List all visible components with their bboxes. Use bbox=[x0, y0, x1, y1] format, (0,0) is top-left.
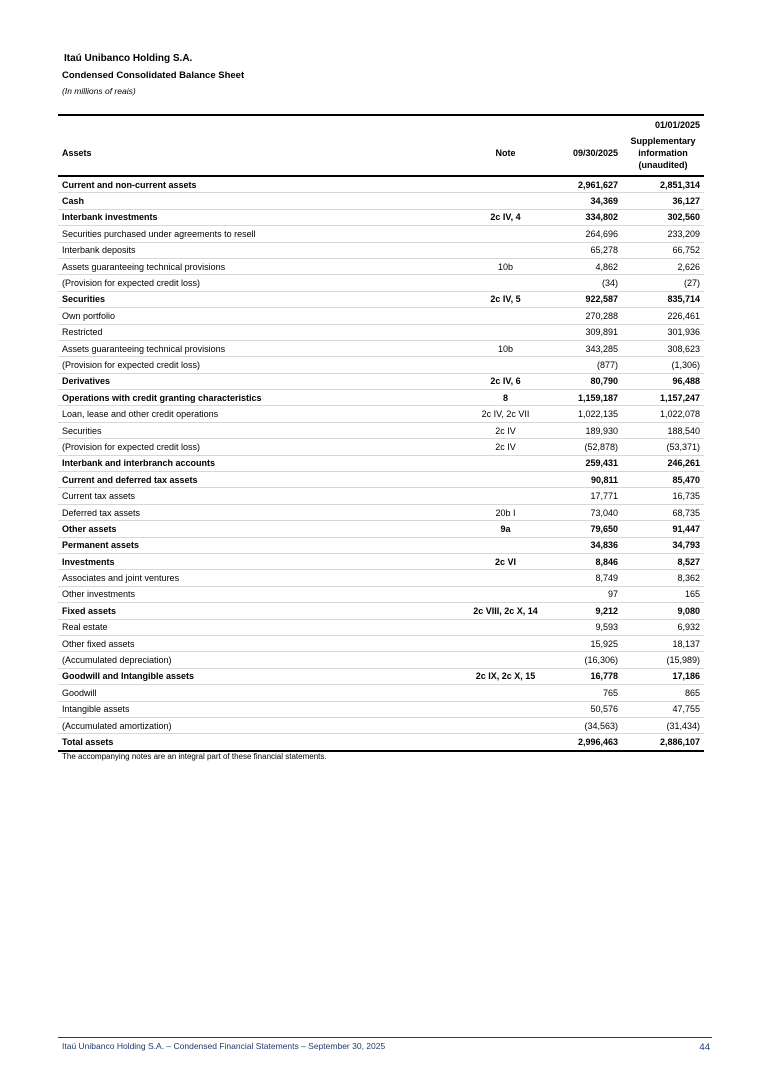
table-row bbox=[58, 258, 704, 274]
row-value-prior: 68,735 bbox=[622, 504, 704, 520]
row-value-prior: 165 bbox=[622, 586, 704, 602]
row-note bbox=[463, 324, 548, 340]
row-note: 2c IV bbox=[463, 439, 548, 455]
row-value-prior: 91,447 bbox=[622, 521, 704, 537]
row-label: Goodwill and Intangible assets bbox=[58, 668, 463, 684]
table-row bbox=[58, 586, 704, 602]
row-label: Fixed assets bbox=[58, 603, 463, 619]
row-value-prior: 2,886,107 bbox=[622, 734, 704, 751]
row-value-prior: 18,137 bbox=[622, 635, 704, 651]
row-label: Interbank and interbranch accounts bbox=[58, 455, 463, 471]
row-note bbox=[463, 619, 548, 635]
row-value-current: 270,288 bbox=[548, 308, 622, 324]
row-value-current: 309,891 bbox=[548, 324, 622, 340]
row-note bbox=[463, 685, 548, 701]
assets-header: Assets bbox=[58, 130, 463, 176]
page-number: 44 bbox=[699, 1042, 710, 1053]
table-row bbox=[58, 685, 704, 701]
footer-divider bbox=[58, 1037, 712, 1038]
row-value-current: 73,040 bbox=[548, 504, 622, 520]
row-value-current: 259,431 bbox=[548, 455, 622, 471]
row-value-current: 765 bbox=[548, 685, 622, 701]
row-note bbox=[463, 275, 548, 291]
row-label: Securities purchased under agreements to resell bbox=[58, 226, 463, 242]
row-value-current: 8,846 bbox=[548, 553, 622, 569]
row-value-prior: 233,209 bbox=[622, 226, 704, 242]
table-row bbox=[58, 635, 704, 651]
row-note bbox=[463, 357, 548, 373]
row-value-current: (16,306) bbox=[548, 652, 622, 668]
row-value-current: 334,802 bbox=[548, 209, 622, 225]
row-note: 20b I bbox=[463, 504, 548, 520]
row-value-prior: 226,461 bbox=[622, 308, 704, 324]
table-row bbox=[58, 488, 704, 504]
table-column-header bbox=[58, 130, 704, 176]
table-row bbox=[58, 521, 704, 537]
row-note bbox=[463, 701, 548, 717]
row-value-current: 922,587 bbox=[548, 291, 622, 307]
company-name: Itaú Unibanco Holding S.A. bbox=[64, 53, 193, 64]
row-value-current: 34,369 bbox=[548, 193, 622, 209]
row-value-prior: 1,157,247 bbox=[622, 390, 704, 406]
table-row bbox=[58, 176, 704, 193]
table-row bbox=[58, 455, 704, 471]
row-note bbox=[463, 472, 548, 488]
row-label: Current and deferred tax assets bbox=[58, 472, 463, 488]
row-note: 2c IX, 2c X, 15 bbox=[463, 668, 548, 684]
row-note bbox=[463, 734, 548, 751]
row-value-current: (52,878) bbox=[548, 439, 622, 455]
row-label: Assets guaranteeing technical provisions bbox=[58, 258, 463, 274]
row-value-current: 264,696 bbox=[548, 226, 622, 242]
row-note: 2c VI bbox=[463, 553, 548, 569]
row-note bbox=[463, 717, 548, 733]
row-value-prior: 865 bbox=[622, 685, 704, 701]
row-value-prior: 34,793 bbox=[622, 537, 704, 553]
row-value-current: 1,022,135 bbox=[548, 406, 622, 422]
row-value-prior: 8,362 bbox=[622, 570, 704, 586]
row-value-current: (34,563) bbox=[548, 717, 622, 733]
row-value-prior: 2,851,314 bbox=[622, 176, 704, 193]
note-header: Note bbox=[463, 130, 548, 176]
row-note: 2c IV, 5 bbox=[463, 291, 548, 307]
row-value-prior: (15,989) bbox=[622, 652, 704, 668]
row-note bbox=[463, 586, 548, 602]
row-label: Operations with credit granting characteristics bbox=[58, 390, 463, 406]
row-value-current: 65,278 bbox=[548, 242, 622, 258]
balance-sheet-table bbox=[58, 114, 704, 752]
row-note: 8 bbox=[463, 390, 548, 406]
table-row bbox=[58, 472, 704, 488]
row-note: 10b bbox=[463, 258, 548, 274]
row-value-prior: 9,080 bbox=[622, 603, 704, 619]
row-label: Investments bbox=[58, 553, 463, 569]
row-value-prior: (31,434) bbox=[622, 717, 704, 733]
row-note: 2c IV, 4 bbox=[463, 209, 548, 225]
row-label: Other investments bbox=[58, 586, 463, 602]
table-row bbox=[58, 603, 704, 619]
row-value-current: 50,576 bbox=[548, 701, 622, 717]
row-value-current: 90,811 bbox=[548, 472, 622, 488]
row-label: Current and non-current assets bbox=[58, 176, 463, 193]
table-row bbox=[58, 553, 704, 569]
row-label: Intangible assets bbox=[58, 701, 463, 717]
row-value-prior: 188,540 bbox=[622, 422, 704, 438]
table-row bbox=[58, 668, 704, 684]
table-row bbox=[58, 357, 704, 373]
table-row bbox=[58, 406, 704, 422]
row-label: Securities bbox=[58, 291, 463, 307]
row-note bbox=[463, 193, 548, 209]
row-value-prior: 6,932 bbox=[622, 619, 704, 635]
units-note: (In millions of reais) bbox=[62, 86, 136, 96]
row-label: Current tax assets bbox=[58, 488, 463, 504]
row-value-current: 79,650 bbox=[548, 521, 622, 537]
row-note bbox=[463, 537, 548, 553]
supplementary-line3: (unaudited) bbox=[638, 159, 688, 170]
balance-sheet-rows bbox=[58, 176, 704, 751]
footnote: The accompanying notes are an integral part of these financial statements. bbox=[62, 752, 327, 761]
row-value-prior: 302,560 bbox=[622, 209, 704, 225]
row-note bbox=[463, 488, 548, 504]
table-row bbox=[58, 537, 704, 553]
row-label: Interbank investments bbox=[58, 209, 463, 225]
row-label: Loan, lease and other credit operations bbox=[58, 406, 463, 422]
row-label: Total assets bbox=[58, 734, 463, 751]
row-label: Goodwill bbox=[58, 685, 463, 701]
row-note: 2c IV, 6 bbox=[463, 373, 548, 389]
row-value-current: 80,790 bbox=[548, 373, 622, 389]
row-value-current: 9,212 bbox=[548, 603, 622, 619]
row-value-current: (877) bbox=[548, 357, 622, 373]
table-row bbox=[58, 340, 704, 356]
row-value-prior: 47,755 bbox=[622, 701, 704, 717]
table-top-header bbox=[58, 115, 704, 130]
row-note bbox=[463, 308, 548, 324]
row-value-prior: 2,626 bbox=[622, 258, 704, 274]
row-note: 2c IV bbox=[463, 422, 548, 438]
row-note: 2c IV, 2c VII bbox=[463, 406, 548, 422]
table-row bbox=[58, 734, 704, 751]
row-value-prior: 308,623 bbox=[622, 340, 704, 356]
row-value-prior: 66,752 bbox=[622, 242, 704, 258]
row-value-current: 189,930 bbox=[548, 422, 622, 438]
row-note bbox=[463, 226, 548, 242]
row-note bbox=[463, 635, 548, 651]
row-value-prior: 16,735 bbox=[622, 488, 704, 504]
row-value-current: 2,996,463 bbox=[548, 734, 622, 751]
row-value-prior: (1,306) bbox=[622, 357, 704, 373]
current-period-header: 09/30/2025 bbox=[548, 130, 622, 176]
row-label: Assets guaranteeing technical provisions bbox=[58, 340, 463, 356]
row-label: (Accumulated amortization) bbox=[58, 717, 463, 733]
supplementary-header bbox=[622, 130, 704, 176]
row-note bbox=[463, 652, 548, 668]
table-row bbox=[58, 193, 704, 209]
table-row bbox=[58, 308, 704, 324]
table-row bbox=[58, 422, 704, 438]
row-value-current: 15,925 bbox=[548, 635, 622, 651]
row-note bbox=[463, 455, 548, 471]
table-row bbox=[58, 373, 704, 389]
row-value-prior: 8,527 bbox=[622, 553, 704, 569]
row-note: 9a bbox=[463, 521, 548, 537]
row-value-current: 17,771 bbox=[548, 488, 622, 504]
table-row bbox=[58, 570, 704, 586]
row-value-current: 343,285 bbox=[548, 340, 622, 356]
row-label: Other assets bbox=[58, 521, 463, 537]
table-row bbox=[58, 324, 704, 340]
statement-title: Condensed Consolidated Balance Sheet bbox=[62, 70, 245, 81]
table-row bbox=[58, 275, 704, 291]
row-note: 10b bbox=[463, 340, 548, 356]
table-row bbox=[58, 652, 704, 668]
row-label: Real estate bbox=[58, 619, 463, 635]
row-value-prior: 36,127 bbox=[622, 193, 704, 209]
row-label: (Provision for expected credit loss) bbox=[58, 357, 463, 373]
supplementary-line2: information bbox=[638, 147, 688, 158]
row-value-prior: (53,371) bbox=[622, 439, 704, 455]
row-label: Securities bbox=[58, 422, 463, 438]
table-row bbox=[58, 226, 704, 242]
row-value-prior: 85,470 bbox=[622, 472, 704, 488]
row-value-current: 34,836 bbox=[548, 537, 622, 553]
row-label: Derivatives bbox=[58, 373, 463, 389]
row-value-prior: (27) bbox=[622, 275, 704, 291]
table-row bbox=[58, 504, 704, 520]
row-value-prior: 301,936 bbox=[622, 324, 704, 340]
row-label: Other fixed assets bbox=[58, 635, 463, 651]
row-value-current: 4,862 bbox=[548, 258, 622, 274]
table-row bbox=[58, 701, 704, 717]
row-value-prior: 96,488 bbox=[622, 373, 704, 389]
row-value-current: 9,593 bbox=[548, 619, 622, 635]
row-note: 2c VIII, 2c X, 14 bbox=[463, 603, 548, 619]
row-label: Own portfolio bbox=[58, 308, 463, 324]
row-note bbox=[463, 570, 548, 586]
row-value-prior: 246,261 bbox=[622, 455, 704, 471]
row-note bbox=[463, 242, 548, 258]
footer-text: Itaú Unibanco Holding S.A. – Condensed Financial Statements – September 30, 2025 bbox=[62, 1041, 386, 1051]
row-value-prior: 1,022,078 bbox=[622, 406, 704, 422]
table-row bbox=[58, 242, 704, 258]
row-value-current: 8,749 bbox=[548, 570, 622, 586]
row-value-current: 16,778 bbox=[548, 668, 622, 684]
row-label: Associates and joint ventures bbox=[58, 570, 463, 586]
table-row bbox=[58, 439, 704, 455]
row-label: Interbank deposits bbox=[58, 242, 463, 258]
row-label: Deferred tax assets bbox=[58, 504, 463, 520]
row-value-current: 1,159,187 bbox=[548, 390, 622, 406]
row-note bbox=[463, 176, 548, 193]
table-row bbox=[58, 619, 704, 635]
table-row bbox=[58, 717, 704, 733]
table-row bbox=[58, 291, 704, 307]
table-row bbox=[58, 390, 704, 406]
supplementary-line1: Supplementary bbox=[630, 135, 696, 146]
row-value-prior: 835,714 bbox=[622, 291, 704, 307]
row-label: (Provision for expected credit loss) bbox=[58, 439, 463, 455]
row-value-prior: 17,186 bbox=[622, 668, 704, 684]
row-value-current: 2,961,627 bbox=[548, 176, 622, 193]
row-value-current: (34) bbox=[548, 275, 622, 291]
row-label: Permanent assets bbox=[58, 537, 463, 553]
table-row bbox=[58, 209, 704, 225]
row-label: (Accumulated depreciation) bbox=[58, 652, 463, 668]
row-value-current: 97 bbox=[548, 586, 622, 602]
row-label: Restricted bbox=[58, 324, 463, 340]
row-label: Cash bbox=[58, 193, 463, 209]
row-label: (Provision for expected credit loss) bbox=[58, 275, 463, 291]
prior-date-header: 01/01/2025 bbox=[622, 115, 704, 130]
